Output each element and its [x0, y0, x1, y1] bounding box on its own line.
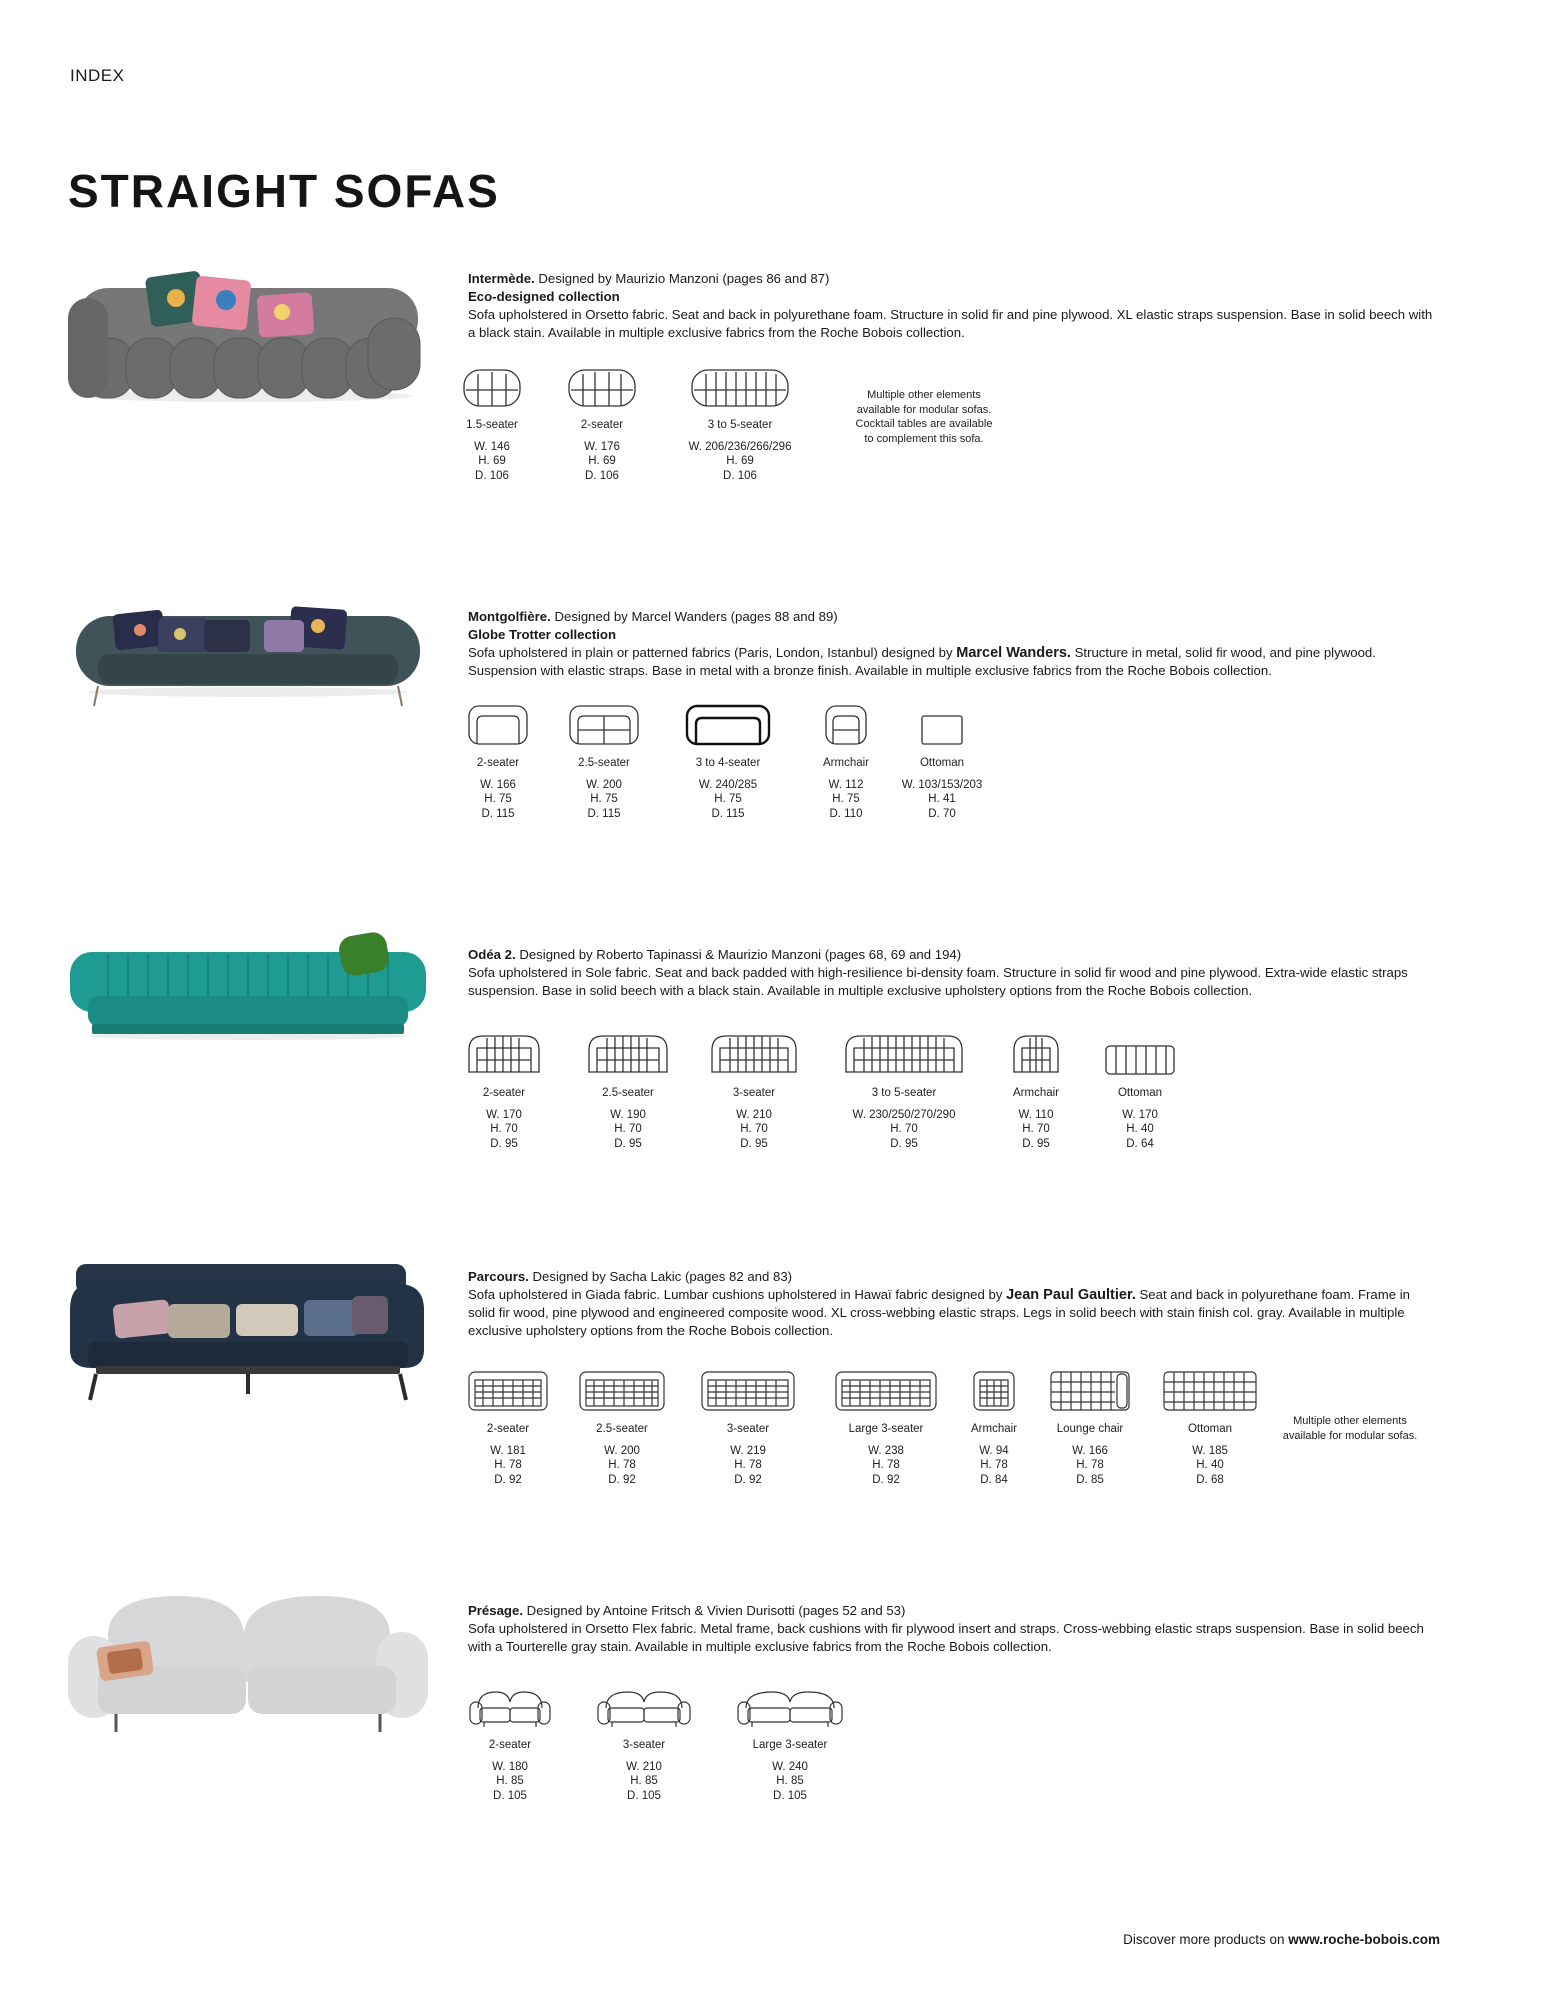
- variant-depth: D. 92: [494, 1473, 522, 1486]
- parcours-name: Parcours.: [468, 1269, 529, 1284]
- odea-3-seater-diagram: [710, 1032, 798, 1076]
- variant-width: W. 210: [626, 1760, 662, 1773]
- variant-width: W. 230/250/270/290: [852, 1108, 956, 1121]
- variant-width: W. 219: [730, 1444, 766, 1457]
- variant-label: 1.5-seater: [466, 419, 518, 431]
- variant-depth: D. 84: [980, 1473, 1008, 1486]
- variant-depth: D. 70: [928, 807, 956, 820]
- variant-depth: D. 95: [740, 1137, 768, 1150]
- variant-height: H. 69: [588, 455, 616, 467]
- parcours-lounge-chair-diagram: [1049, 1370, 1131, 1412]
- variant-label: 3 to 4-seater: [695, 757, 761, 769]
- odea-sofa-photo: [68, 932, 428, 1042]
- variant-height: H. 69: [726, 455, 754, 467]
- variant-parcours-3-seater: [673, 1370, 823, 1487]
- parcours-2-seater-diagram: [467, 1370, 549, 1412]
- variant-depth: D. 95: [890, 1137, 918, 1150]
- variant-depth: D. 105: [627, 1789, 661, 1802]
- variant-height: H. 78: [1076, 1459, 1104, 1471]
- odea-2-seater-diagram: [467, 1032, 541, 1076]
- variant-height: H. 78: [980, 1459, 1008, 1471]
- variant-height: H. 85: [496, 1775, 524, 1787]
- variant-height: H. 70: [740, 1123, 768, 1135]
- footer-link[interactable]: www.roche-bobois.com: [1288, 1932, 1440, 1947]
- variant-depth: D. 106: [723, 469, 757, 482]
- variant-depth: D. 110: [829, 807, 863, 820]
- variant-label: Armchair: [1012, 1087, 1059, 1099]
- presage-body: Sofa upholstered in Orsetto Flex fabric. Metal frame, back cushions with fir plywood insert and straps. Cross-webbing elastic straps suspension. Base in solid beech with a Tourterelle gray stain. Available in multiple exclusive fabrics from the Roche Bobois collection.: [468, 1621, 1424, 1654]
- variant-label: 2-seater: [488, 1739, 532, 1751]
- variant-width: W. 103/153/203: [901, 778, 983, 791]
- footer-text: Discover more products on: [1123, 1932, 1285, 1947]
- variant-depth: D. 92: [608, 1473, 636, 1486]
- variant-label: 3 to 5-seater: [871, 1087, 937, 1099]
- variant-height: H. 70: [890, 1123, 918, 1135]
- variant-width: W. 176: [584, 440, 620, 453]
- variant-depth: D. 92: [872, 1473, 900, 1486]
- variant-width: W. 166: [1072, 1444, 1108, 1457]
- montgolfiere-body-start: Sofa upholstered in plain or patterned fabrics (Paris, London, Istanbul) designed by: [468, 645, 953, 660]
- variant-height: H. 41: [928, 793, 956, 805]
- variant-depth: D. 95: [614, 1137, 642, 1150]
- montgolfiere-body-end: Structure in metal, solid fir wood, and pine plywood. Suspension with elastic straps. Base in metal with a bronze finish. Available in multiple exclusive fabrics from the Roche Bobois collection.: [468, 645, 1376, 678]
- variant-width: W. 180: [492, 1760, 528, 1773]
- variant-depth: D. 92: [734, 1473, 762, 1486]
- montgolfiere-armchair-diagram: [824, 704, 868, 746]
- variant-label: Lounge chair: [1056, 1423, 1124, 1435]
- variant-label: 3 to 5-seater: [707, 419, 773, 431]
- variant-height: H. 85: [630, 1775, 658, 1787]
- variant-depth: D. 105: [773, 1789, 807, 1802]
- variant-label: 3-seater: [732, 1087, 776, 1099]
- variant-height: H. 75: [484, 793, 512, 805]
- parcours-designer: Jean Paul Gaultier.: [1006, 1287, 1136, 1303]
- presage-designed-by: Designed by Antoine Fritsch & Vivien Durisotti (pages 52 and 53): [526, 1603, 906, 1618]
- odea-description: [468, 946, 1438, 1000]
- intermede-designed-by: Designed by Maurizio Manzoni (pages 86 and 87): [538, 271, 830, 286]
- variant-width: W. 110: [1018, 1108, 1054, 1121]
- variant-label: 3-seater: [622, 1739, 666, 1751]
- variant-height: H. 78: [608, 1459, 636, 1471]
- variant-width: W. 94: [979, 1444, 1009, 1457]
- variant-depth: D. 85: [1076, 1473, 1104, 1486]
- montgolfiere-name: Montgolfière.: [468, 609, 551, 624]
- variant-width: W. 170: [1122, 1108, 1158, 1121]
- parcours-body-start: Sofa upholstered in Giada fabric. Lumbar cushions upholstered in Hawaï fabric designed by: [468, 1287, 1003, 1302]
- variant-montgolfiere-ottoman: [867, 704, 1017, 821]
- intermede-1-5-seater-diagram: [462, 368, 522, 408]
- variant-label: Armchair: [970, 1423, 1017, 1435]
- intermede-name: Intermède.: [468, 271, 535, 286]
- presage-2-seater-diagram: [468, 1688, 552, 1728]
- variant-height: H. 70: [614, 1123, 642, 1135]
- variant-depth: D. 115: [481, 807, 515, 820]
- variant-width: W. 200: [586, 778, 622, 791]
- variant-width: W. 170: [486, 1108, 522, 1121]
- intermede-note: Multiple other elements available for modular sofas. Cocktail tables are available to complement this sofa.: [855, 389, 993, 445]
- variant-height: H. 85: [776, 1775, 804, 1787]
- odea-2-5-seater-diagram: [587, 1032, 669, 1076]
- parcours-sofa-photo: [68, 1250, 428, 1410]
- parcours-designed-by: Designed by Sacha Lakic (pages 82 and 83): [532, 1269, 793, 1284]
- presage-name: Présage.: [468, 1603, 523, 1618]
- variant-odea-3-to-5-seater: [829, 1032, 979, 1151]
- variant-depth: D. 106: [475, 469, 509, 482]
- odea-designed-by: Designed by Roberto Tapinassi & Maurizio Manzoni (pages 68, 69 and 194): [519, 947, 962, 962]
- presage-3-seater-diagram: [596, 1688, 692, 1728]
- parcours-3-seater-diagram: [700, 1370, 796, 1412]
- variant-label: 2.5-seater: [596, 1423, 648, 1435]
- variant-label: 2-seater: [476, 757, 520, 769]
- montgolfiere-designer: Marcel Wanders.: [956, 645, 1071, 661]
- odea-ottoman-diagram: [1104, 1032, 1176, 1076]
- variant-depth: D. 95: [490, 1137, 518, 1150]
- variant-depth: D. 105: [493, 1789, 527, 1802]
- variant-width: W. 112: [828, 778, 864, 791]
- odea-armchair-diagram: [1012, 1032, 1060, 1076]
- intermede-body: Sofa upholstered in Orsetto fabric. Seat and back in polyurethane foam. Structure in solid fir and pine plywood. XL elastic straps suspension. Base in solid beech with a black stain. Available in multiple exclusive fabrics from the Roche Bobois collection.: [468, 307, 1433, 340]
- parcours-ottoman-diagram: [1162, 1370, 1258, 1412]
- variant-label: 2.5-seater: [602, 1087, 654, 1099]
- presage-large-3-seater-diagram: [736, 1688, 844, 1728]
- variant-label: 2.5-seater: [578, 757, 630, 769]
- variant-label: Armchair: [822, 757, 869, 769]
- variant-height: H. 75: [832, 793, 860, 805]
- variant-presage-2-seater: [435, 1688, 585, 1803]
- variant-presage-large-3-seater: [715, 1688, 865, 1803]
- variant-width: W. 181: [490, 1444, 526, 1457]
- variant-height: H. 75: [714, 793, 742, 805]
- variant-depth: D. 115: [711, 807, 745, 820]
- variant-height: H. 70: [1022, 1123, 1050, 1135]
- montgolfiere-designed-by: Designed by Marcel Wanders (pages 88 and 89): [554, 609, 838, 624]
- variant-label: Large 3-seater: [848, 1423, 924, 1435]
- odea-body: Sofa upholstered in Sole fabric. Seat and back padded with high-resilience bi-density foam. Structure in solid fir wood and pine plywood. Extra-wide elastic straps suspension. Base in solid beech with a black stain. Available in multiple exclusive upholstery options from the Roche Bobois collection.: [468, 965, 1408, 998]
- variant-width: W. 210: [736, 1108, 772, 1121]
- page-title: STRAIGHT SOFAS: [68, 165, 500, 217]
- variant-intermede-3-to-5-seater: [665, 368, 815, 483]
- odea-name: Odéa 2.: [468, 947, 516, 962]
- variant-height: H. 40: [1126, 1123, 1154, 1135]
- parcours-2-5-seater-diagram: [578, 1370, 666, 1412]
- parcours-note: Multiple other elements available for modular sofas.: [1282, 1415, 1418, 1442]
- variant-odea-3-seater: [679, 1032, 829, 1151]
- presage-sofa-photo: [68, 1582, 428, 1742]
- variant-label: Large 3-seater: [752, 1739, 828, 1751]
- parcours-description: [468, 1268, 1438, 1340]
- variant-label: 2-seater: [580, 419, 624, 431]
- variant-intermede-2-seater: [527, 368, 677, 483]
- variant-label: Ottoman: [1117, 1087, 1163, 1099]
- variant-height: H. 78: [494, 1459, 522, 1471]
- variant-width: W. 190: [610, 1108, 646, 1121]
- variant-parcours-ottoman: [1135, 1370, 1285, 1487]
- variant-height: H. 40: [1196, 1459, 1224, 1471]
- montgolfiere-ottoman-diagram: [920, 704, 964, 746]
- montgolfiere-collection: Globe Trotter collection: [468, 627, 617, 642]
- variant-width: W. 166: [480, 778, 516, 791]
- variant-width: W. 238: [868, 1444, 904, 1457]
- variant-width: W. 200: [604, 1444, 640, 1457]
- variant-width: W. 185: [1192, 1444, 1228, 1457]
- montgolfiere-2-seater-diagram: [467, 704, 529, 746]
- variant-odea-ottoman: [1065, 1032, 1215, 1151]
- intermede-collection: Eco-designed collection: [468, 289, 620, 304]
- variant-width: W. 206/236/266/296: [688, 440, 792, 453]
- variant-label: Ottoman: [919, 757, 965, 769]
- variant-depth: D. 115: [587, 807, 621, 820]
- parcours-armchair-diagram: [972, 1370, 1016, 1412]
- montgolfiere-3-to-4-seater-diagram: [685, 704, 771, 746]
- intermede-3-to-5-seater-diagram: [690, 368, 790, 408]
- variant-height: H. 75: [590, 793, 618, 805]
- variant-height: H. 69: [478, 455, 506, 467]
- variant-width: W. 146: [474, 440, 510, 453]
- intermede-sofa-photo: [68, 268, 428, 408]
- variant-depth: D. 64: [1126, 1137, 1154, 1150]
- variant-label: Ottoman: [1187, 1423, 1233, 1435]
- intermede-2-seater-diagram: [567, 368, 637, 408]
- index-label: INDEX: [70, 66, 125, 85]
- variant-width: W. 240: [772, 1760, 808, 1773]
- presage-description: [468, 1602, 1438, 1656]
- variant-depth: D. 68: [1196, 1473, 1224, 1486]
- footer: [1123, 1932, 1440, 1947]
- variant-label: 2-seater: [486, 1423, 530, 1435]
- variant-label: 3-seater: [726, 1423, 770, 1435]
- variant-depth: D. 95: [1022, 1137, 1050, 1150]
- parcours-body-end: Seat and back in polyurethane foam. Frame in solid fir wood, pine plywood and engineered composite wood. XL cross-webbing elastic straps. Legs in solid beech with stain finish col. gray. Available in multiple exclusive upholstery options from the Roche Bobois collection.: [468, 1287, 1411, 1338]
- montgolfiere-sofa-photo: [68, 592, 428, 712]
- odea-3-to-5-seater-diagram: [844, 1032, 964, 1076]
- variant-height: H. 78: [872, 1459, 900, 1471]
- variant-label: 2-seater: [482, 1087, 526, 1099]
- montgolfiere-2-5-seater-diagram: [568, 704, 640, 746]
- variant-height: H. 70: [490, 1123, 518, 1135]
- variant-width: W. 240/285: [698, 778, 758, 791]
- intermede-description: [468, 270, 1438, 342]
- montgolfiere-description: [468, 608, 1438, 680]
- variant-height: H. 78: [734, 1459, 762, 1471]
- variant-presage-3-seater: [569, 1688, 719, 1803]
- variant-depth: D. 106: [585, 469, 619, 482]
